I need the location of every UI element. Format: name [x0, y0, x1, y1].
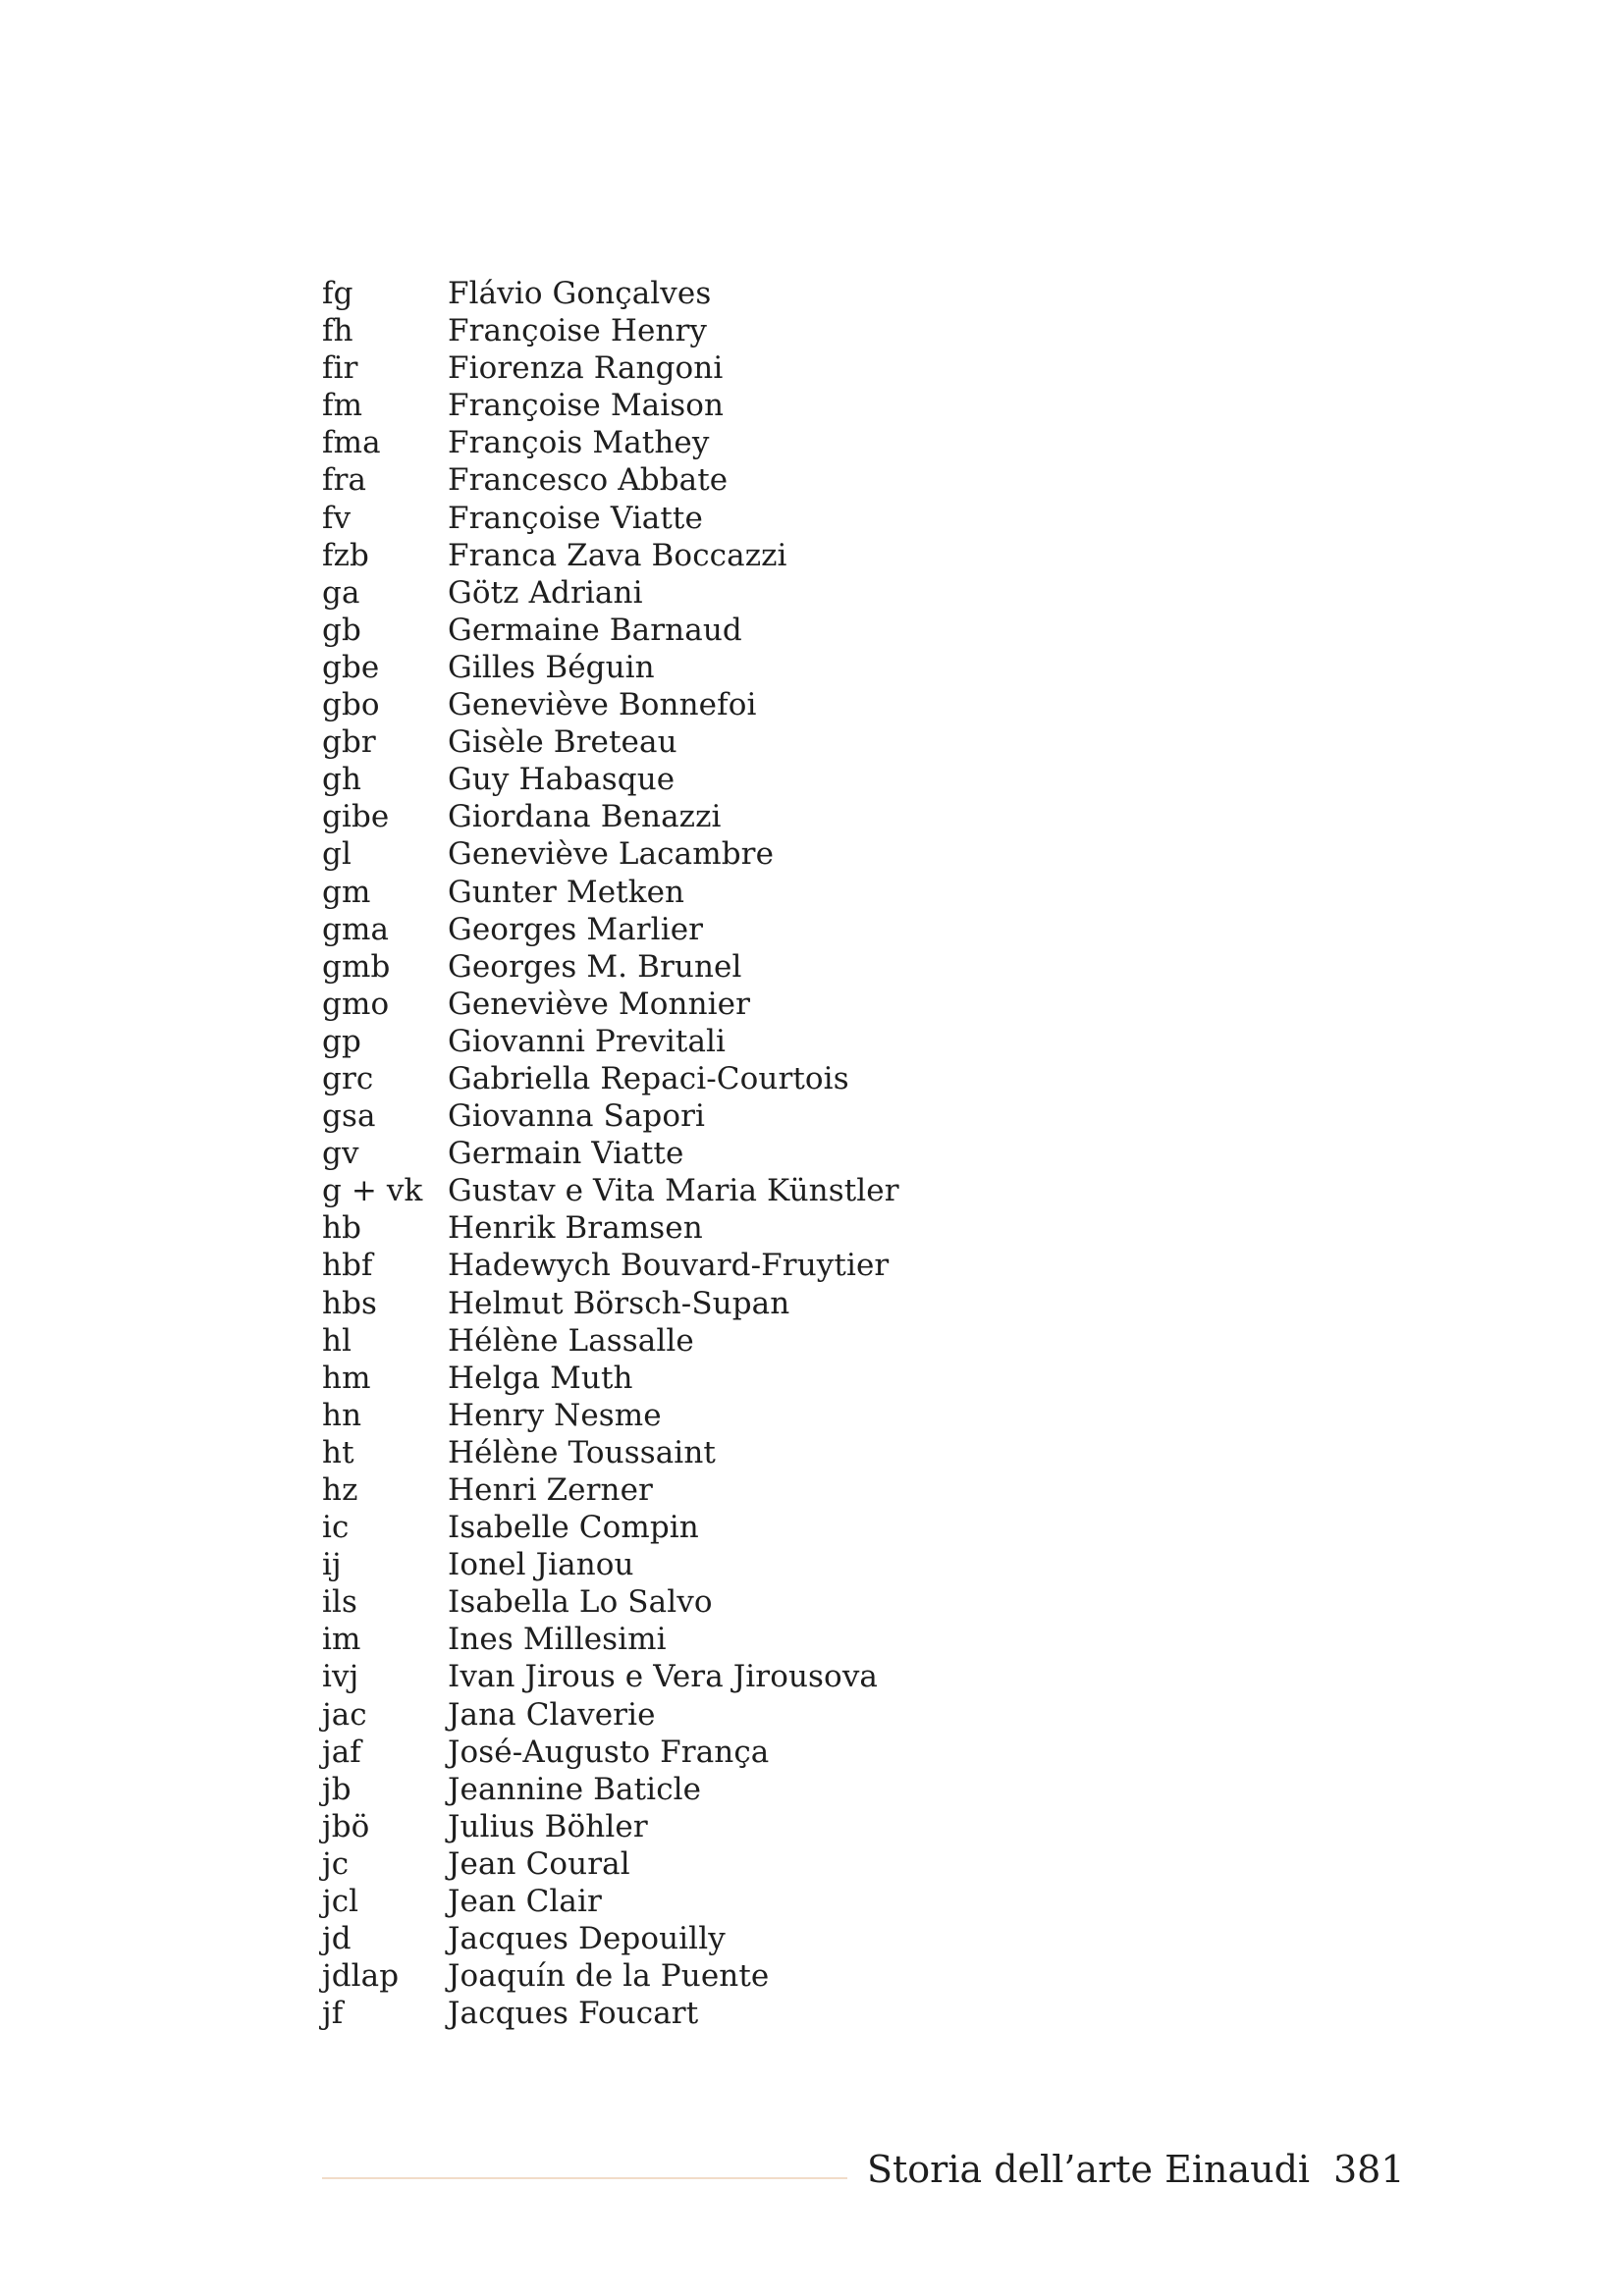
list-item: [322, 1845, 899, 1883]
list-item: [322, 1621, 899, 1658]
entry-name: Guy Habasque: [448, 762, 676, 798]
entry-name: Fiorenza Rangoni: [448, 350, 724, 387]
entry-name: Germain Viatte: [448, 1136, 684, 1172]
entry-abbreviation: fir: [322, 350, 358, 387]
entry-name: Julius Böhler: [448, 1808, 648, 1844]
entry-abbreviation: fh: [322, 313, 353, 349]
entry-name: Henry Nesme: [448, 1397, 662, 1433]
entry-abbreviation: hz: [322, 1472, 358, 1508]
list-item: [322, 723, 899, 761]
list-item: [322, 1247, 899, 1284]
list-item: [322, 1209, 899, 1247]
entry-abbreviation: gb: [322, 612, 361, 648]
entry-abbreviation: gmb: [322, 948, 391, 985]
list-item: [322, 312, 899, 349]
entry-name: Hélène Lassalle: [448, 1322, 694, 1359]
entry-abbreviation: jbö: [322, 1808, 370, 1844]
list-item: [322, 1957, 899, 1995]
list-item: [322, 1509, 899, 1546]
entry-abbreviation: gbo: [322, 687, 380, 723]
entry-name: Jean Clair: [448, 1884, 602, 1920]
entry-name: José-Augusto França: [448, 1734, 770, 1770]
list-item: [322, 387, 899, 424]
list-item: [322, 874, 899, 911]
entry-abbreviation: hbs: [322, 1285, 378, 1321]
list-item: [322, 948, 899, 986]
entry-abbreviation: jd: [322, 1921, 352, 1957]
list-item: [322, 1097, 899, 1135]
entry-abbreviation: fzb: [322, 537, 369, 573]
entry-name: Isabelle Compin: [448, 1510, 699, 1546]
entry-abbreviation: jf: [322, 1996, 344, 2032]
list-item: [322, 1434, 899, 1471]
list-item: [322, 1546, 899, 1583]
list-item: [322, 761, 899, 798]
entry-abbreviation: gv: [322, 1136, 359, 1172]
entry-name: Francesco Abbate: [448, 462, 729, 499]
list-item: [322, 537, 899, 574]
entry-name: Geneviève Monnier: [448, 986, 751, 1022]
list-item: [322, 500, 899, 537]
entry-name: Hadewych Bouvard-Fruytier: [448, 1248, 890, 1284]
page-footer: [322, 2140, 1405, 2199]
entry-name: Gisèle Breteau: [448, 724, 677, 761]
entry-name: Georges M. Brunel: [448, 948, 742, 985]
entry-abbreviation: ga: [322, 574, 360, 611]
list-item: [322, 1995, 899, 2032]
entry-abbreviation: fra: [322, 462, 367, 499]
entry-name: Jacques Foucart: [448, 1996, 699, 2032]
entry-abbreviation: ij: [322, 1547, 342, 1583]
entry-abbreviation: hl: [322, 1322, 352, 1359]
entry-name: Henri Zerner: [448, 1472, 653, 1508]
entry-abbreviation: jac: [322, 1696, 367, 1733]
entry-name: François Mathey: [448, 425, 710, 461]
entry-name: Gustav e Vita Maria Künstler: [448, 1173, 899, 1209]
entry-abbreviation: gibe: [322, 799, 390, 835]
entry-abbreviation: gp: [322, 1023, 361, 1059]
entry-name: Jacques Depouilly: [448, 1921, 726, 1957]
entry-abbreviation: fma: [322, 425, 381, 461]
entry-abbreviation: hb: [322, 1210, 362, 1247]
list-item: [322, 986, 899, 1023]
entry-abbreviation: grc: [322, 1060, 374, 1096]
entry-name: Gunter Metken: [448, 874, 685, 910]
author-abbreviation-list: [322, 275, 899, 2032]
entry-abbreviation: jaf: [322, 1734, 361, 1770]
entry-name: Flávio Gonçalves: [448, 276, 712, 311]
entry-name: Georges Marlier: [448, 911, 704, 947]
entry-name: Françoise Henry: [448, 313, 708, 349]
entry-name: Hélène Toussaint: [448, 1434, 716, 1470]
entry-name: Giovanna Sapori: [448, 1098, 706, 1135]
list-item: [322, 1696, 899, 1734]
entry-abbreviation: gh: [322, 762, 362, 798]
entry-abbreviation: ivj: [322, 1659, 359, 1695]
entry-abbreviation: g + vk: [322, 1173, 423, 1209]
entry-abbreviation: hbf: [322, 1248, 373, 1284]
list-item: [322, 1172, 899, 1209]
list-item: [322, 1471, 899, 1509]
entry-abbreviation: ils: [322, 1584, 358, 1621]
list-item: [322, 1322, 899, 1360]
list-item: [322, 1583, 899, 1621]
list-item: [322, 424, 899, 461]
list-item: [322, 1658, 899, 1695]
entry-abbreviation: fm: [322, 388, 363, 424]
entry-name: Geneviève Lacambre: [448, 836, 775, 873]
entry-name: Germaine Barnaud: [448, 612, 742, 648]
entry-name: Henrik Bramsen: [448, 1210, 703, 1247]
entry-name: Gilles Béguin: [448, 649, 655, 685]
entry-name: Jana Claverie: [448, 1696, 656, 1733]
entry-name: Ionel Jianou: [448, 1547, 634, 1583]
list-item: [322, 349, 899, 387]
entry-name: Gabriella Repaci-Courtois: [448, 1060, 849, 1096]
entry-name: Helga Muth: [448, 1360, 633, 1396]
entry-name: Helmut Börsch-Supan: [448, 1285, 790, 1321]
entry-name: Isabella Lo Salvo: [448, 1584, 713, 1621]
list-item: [322, 461, 899, 499]
list-item: [322, 1920, 899, 1957]
entry-abbreviation: jb: [322, 1771, 352, 1807]
list-item: [322, 1285, 899, 1322]
page-number: 381: [1333, 2148, 1405, 2191]
entry-abbreviation: hn: [322, 1397, 362, 1433]
list-item: [322, 1397, 899, 1434]
list-item: [322, 1808, 899, 1845]
entry-name: Giovanni Previtali: [448, 1023, 727, 1059]
list-item: [322, 275, 899, 312]
list-item: [322, 1883, 899, 1920]
entry-abbreviation: jcl: [322, 1884, 359, 1920]
list-item: [322, 612, 899, 649]
entry-name: Jean Coural: [448, 1845, 630, 1882]
list-item: [322, 686, 899, 723]
entry-abbreviation: fg: [322, 276, 353, 311]
list-item: [322, 911, 899, 948]
entry-abbreviation: gbe: [322, 649, 380, 685]
list-item: [322, 798, 899, 835]
list-item: [322, 1135, 899, 1172]
entry-abbreviation: fv: [322, 500, 352, 536]
entry-abbreviation: ic: [322, 1510, 350, 1546]
list-item: [322, 1734, 899, 1771]
entry-abbreviation: gm: [322, 874, 371, 910]
footer-divider: [322, 2177, 847, 2179]
entry-name: Françoise Maison: [448, 388, 725, 424]
entry-abbreviation: ht: [322, 1434, 354, 1470]
entry-name: Joaquín de la Puente: [448, 1958, 770, 1995]
entry-name: Giordana Benazzi: [448, 799, 722, 835]
entry-name: Ivan Jirous e Vera Jirousova: [448, 1659, 879, 1695]
list-item: [322, 1060, 899, 1097]
entry-abbreviation: jc: [322, 1845, 350, 1882]
entry-name: Franca Zava Boccazzi: [448, 537, 787, 573]
entry-name: Françoise Viatte: [448, 500, 703, 536]
entry-name: Geneviève Bonnefoi: [448, 687, 757, 723]
entry-abbreviation: gma: [322, 911, 390, 947]
entry-abbreviation: hm: [322, 1360, 371, 1396]
list-item: [322, 1771, 899, 1808]
entry-abbreviation: gsa: [322, 1098, 376, 1135]
entry-name: Ines Millesimi: [448, 1622, 667, 1658]
entry-name: Jeannine Baticle: [448, 1771, 702, 1807]
list-item: [322, 574, 899, 612]
entry-abbreviation: jdlap: [322, 1958, 400, 1995]
footer-title: Storia dell’arte Einaudi: [867, 2148, 1311, 2191]
entry-abbreviation: gbr: [322, 724, 376, 761]
entry-abbreviation: gmo: [322, 986, 390, 1022]
list-item: [322, 835, 899, 873]
entry-abbreviation: im: [322, 1622, 361, 1658]
entry-name: Götz Adriani: [448, 574, 643, 611]
list-item: [322, 1360, 899, 1397]
entry-abbreviation: gl: [322, 836, 352, 873]
list-item: [322, 1023, 899, 1060]
list-item: [322, 649, 899, 686]
